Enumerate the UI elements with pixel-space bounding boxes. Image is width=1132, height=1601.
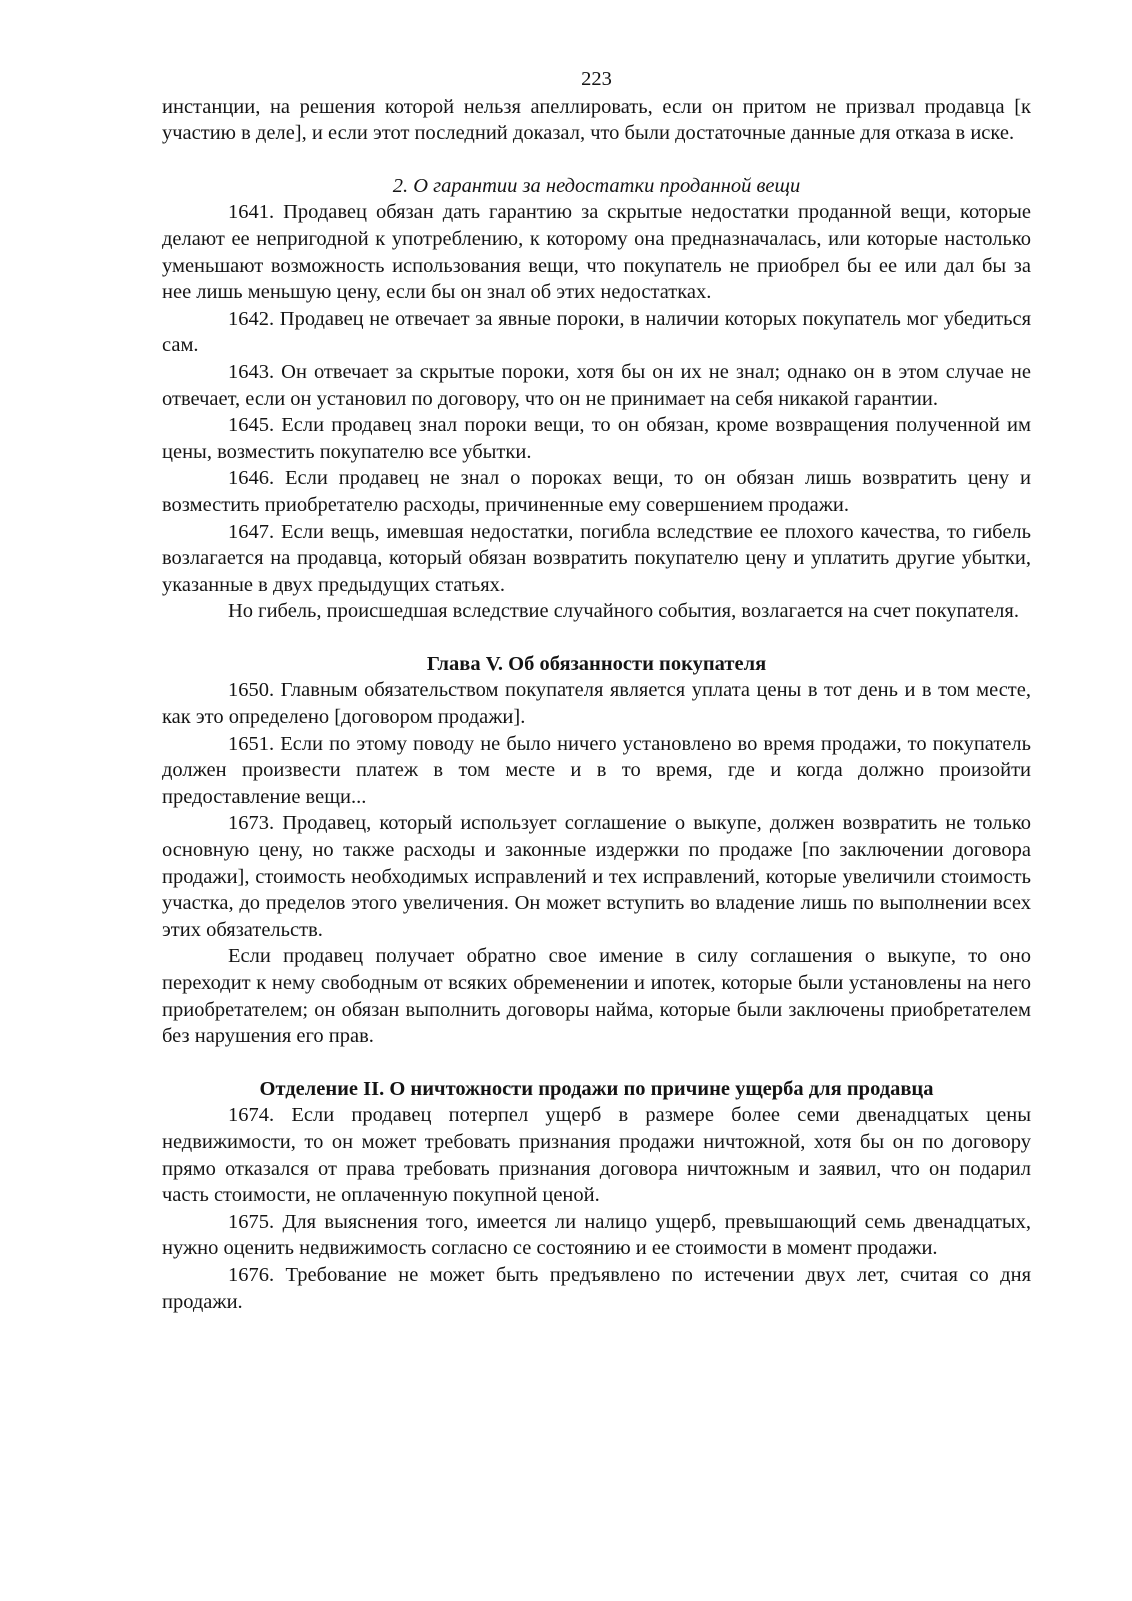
article-1643: 1643. Он отвечает за скрытые пороки, хотя бы он их не знал; однако он в этом случае не отвечает, если он установил по договору, что он не принимает на себя никакой гарантии. [162,360,1031,410]
article-1676: 1676. Требование не может быть предъявлено по истечении двух лет, считая со дня продажи. [162,1263,1031,1313]
article-1674: 1674. Если продавец потерпел ущерб в размере более семи двенадцатых цены недвижимости, то он может требовать признания продажи ничтожной, хотя бы он по договору прямо отказался от права требовать признания договора ничтожным и заявил, что он подарил часть стоимости, не оплаченную покупной ценой. [162,1104,1031,1207]
article-1642: 1642. Продавец не отвечает за явные пороки, в наличии которых покупатель мог убедиться сам. [162,307,1031,357]
article-1647-continuation: Но гибель, происшедшая вследствие случайного события, возлагается на счет покупателя. [228,600,1019,623]
article-1645: 1645. Если продавец знал пороки вещи, то он обязан, кроме возвращения полученной им цены, возместить покупателю все убытки. [162,414,1031,463]
article-1673-continuation: Если продавец получает обратно свое имение в силу соглашения о выкупе, то оно переходит к нему свободным от всяких обременении и ипотек, которые были установлены на него приобретателем; он обязан выполнить договоры найма, которые были заключены приобретателем без нарушения его прав. [162,945,1031,1048]
chapter-5-title: Глава V. Об обязанности покупателя [426,652,767,675]
article-1651: 1651. Если по этому поводу не было ничего установлено во время продажи, то покупатель должен произвести платеж в том месте и в то время, где и когда должно произойти предоставление вещи... [162,732,1031,808]
document-page [162,66,1031,1315]
article-1650: 1650. Главным обязательством покупателя является уплата цены в тот день и в том месте, как это определено [договором продажи]. [162,679,1031,729]
page-number: 223 [581,68,612,90]
article-1673: 1673. Продавец, который использует соглашение о выкупе, должен возвратить не только основную цену, но также расходы и законные издержки по продаже [по заключении договора продажи], стоимость необходимых исправлений и тех исправлений, которые увеличили стоимость участка, до пределов этого увеличения. Он может вступить во владение лишь по выполнении всех этих обязательств. [162,812,1031,941]
division-2-title: Отделение II. О ничтожности продажи по причине ущерба для продавца [259,1077,934,1100]
section-2-title: 2. О гарантии за недостатки проданной вещи [392,174,801,197]
article-1675: 1675. Для выяснения того, имеется ли налицо ущерб, превышающий семь двенадцатых, нужно оценить недвижимость согласно се состоянию и ее стоимости в момент продажи. [162,1210,1031,1260]
article-1647: 1647. Если вещь, имевшая недостатки, погибла вследствие ее плохого качества, то гибель возлагается на продавца, который обязан возвратить покупателю цену и уплатить другие убытки, указанные в двух предыдущих статьях. [162,520,1031,596]
intro-paragraph: инстанции, на решения которой нельзя апеллировать, если он притом не призвал продавца [к участию в деле], и если этот последний доказал, что были достаточные данные для отказа в иске. [162,95,1031,145]
article-1646: 1646. Если продавец не знал о пороках вещи, то он обязан лишь возвратить цену и возместить приобретателю расходы, причиненные ему совершением продажи. [162,467,1031,516]
article-1641: 1641. Продавец обязан дать гарантию за скрытые недостатки проданной вещи, которые делают ее непригодной к употреблению, к которому она предназначалась, или которые настолько уменьшают возможность использования вещи, что покупатель не приобрел бы ее или дал бы за нее лишь меньшую цену, если бы он знал об этих недостатках. [162,201,1031,304]
